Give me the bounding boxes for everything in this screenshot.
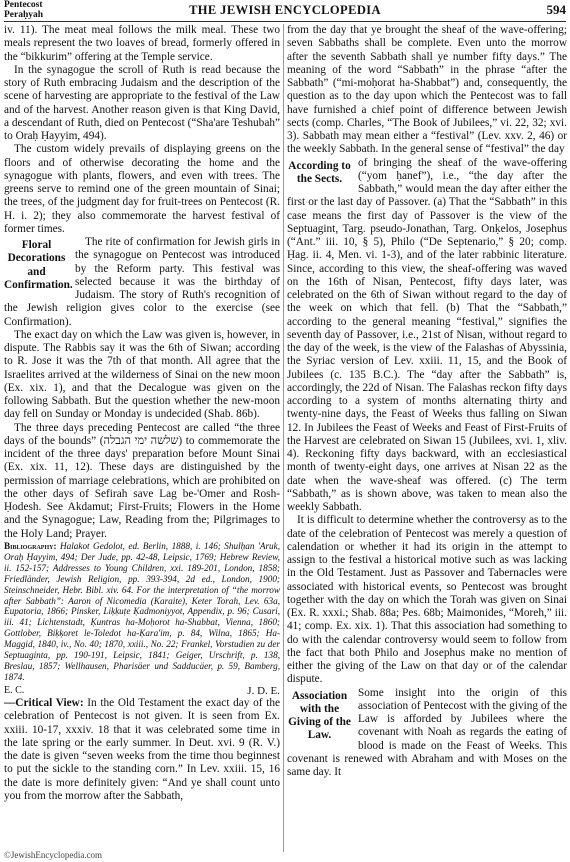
paragraph: The rite of confirmation for Jewish girls in the synagogue on Pentecost was introduced by the Reform party. This festival was selected because it was the birthday of Judaism. The story of Ruth's recognition of the Jewish religion gives color to the exercise (see Confirmation). bbox=[4, 236, 280, 328]
bibliography bbox=[4, 541, 280, 683]
copyright-footer: ©JewishEncyclopedia.com bbox=[4, 850, 103, 860]
side-heading-sects: According to the Sects. bbox=[288, 159, 351, 185]
bibliography-label: Bibliography: bbox=[4, 540, 57, 551]
signature-right: J. D. E. bbox=[247, 685, 280, 698]
running-head-line1: Pentecost bbox=[4, 0, 43, 10]
page-header bbox=[4, 0, 566, 20]
paragraph: iv. 11). The meat meal follows the milk meal. These two meals represent the two loaves of bread, formerly offered in the “bikkurim” offering at the Temple service. bbox=[4, 24, 280, 63]
paragraph: of bringing the sheaf of the wave-offering (“yom ḥanef”), i.e., “the day after the Sabbath,” would mean the day after either the first or the last day of Passover. (a) That the “Sabbath” in this case means the first day of Passover is the view of the Septuagint, Targ. pseudo-Jonathan, Targ. Onḳelos, Josephus (“Ant.” iii. 10, § 5), Philo (“De Septenario,” § 20; comp. Ḥag. ii. 4, Men. vi. 1-3), and of the later rabbinic literature. Since, according to this view, the sheaf-offering was waved on the 16th of Nisan, Pentecost, fifty days later, was celebrated on the 6th of Siwan without regard to the day of the week on which that fell. (b) That the “Sabbath,” according to the general meaning “festival,” signifies the seventh day of Passover, i.e., 21st of Nisan, without regard to the day of the week, is the view of the Falashas of Abyssinia, the Syriac version of Lev. xxiii. 11, 15, and the Book of Jubilees (c. 135 B.C.). The “day after the Sabbath” is, accordingly, the 22d of Nisan. The Falashas reckon fifty days according to a system of months alternating thirty and twenty-nine days, the Feast of Weeks thus falling on Siwan 12. In Jubilees the Feast of Weeks and Feast of First-Fruits of the Harvest are celebrated on Siwan 15 (Jubilees, xvi. 1, xliv. 4). Reckoning fifty days backward, with an ecclesiastical month of twenty-eight days, one arrives at Nisan 22 as the date when the wave-sheaf was offered. (c) The term “Sabbath,” as is shown above, was taken to mean also the weekly Sabbath. bbox=[287, 156, 567, 513]
paragraph-text: The custom widely prevails of displaying greens on the floors and of otherwise decorating the home and the synagogue with plants, flowers, and even with trees. The greens serve to remind one of the green mountain of Sinai; the trees, of the judgment day for fruit-trees on Pentecost (R. H. i. 2); they also commemorate the harvest festival of former times. bbox=[4, 143, 280, 235]
side-heading-association: Association with the Giving of the Law. bbox=[288, 689, 351, 742]
page-number: 594 bbox=[546, 2, 566, 17]
paragraph bbox=[4, 143, 280, 236]
paragraph: from the day that ye brought the sheaf of the wave-offering; seven Sabbaths shall be complete. Even unto the morrow after the seventh Sabbath shall ye number fifty days.” The meaning of the word “Sabbath” in the phrase “after the Sabbath” (“mi-moḥorat ha-Shabbat”) and, consequently, the question as to the day upon which the Pentecost was to fall have furnished a chief point of difference between Jewish sects (comp. Charles, “The Book of Jubilees,” vi. 22, 32; xvi. 3). Sabbath may mean either a “festival” (Lev. xxv. 2, 46) or the weekly Sabbath. In the general sense of “festival” the day bbox=[287, 24, 567, 156]
paragraph: The exact day on which the Law was given is, however, in dispute. The Rabbis say it was the 6th of Siwan; according to R. Jose it was the 7th of that month. All agree that the Israelites arrived at the wilderness of Sinai on the new moon (Ex. xix. 1), and that the Decalogue was given on the following Sabbath. But the question whether the new-moon day fell on Sunday or Monday is undecided (Shab. 86b). bbox=[4, 328, 280, 421]
signature-left: E. C. bbox=[4, 685, 25, 697]
signatures bbox=[4, 685, 280, 697]
paragraph: It is difficult to determine whether the controversy as to the date of the celebration of Pentecost was merely a question of calendation or whether it had its origin in the attempt to assign to the festival a historical motive such as was lacking in the Old Testament. Just as Passover and Tabernacles were associated with historical events, so Pentecost was brought together with the day on which the Torah was given on Sinai (Ex. R. xxxi.; Shab. 88a; Pes. 68b; Maimonides, “Moreh,” iii. 41; comp. Ex. xix. 1). That this association had something to do with the calendar controversy would seem to follow from the fact that both Philo and Josephus make no mention of either the giving of the Law on that day or of the calendar dispute. bbox=[287, 514, 567, 686]
critical-view-label: —Critical View: bbox=[4, 697, 84, 710]
side-heading-floral: Floral Decorations and Confirmation. bbox=[4, 239, 73, 291]
running-head-line2: Peraḥyah bbox=[4, 10, 44, 20]
column-separator bbox=[283, 24, 284, 852]
paragraph: Some insight into the origin of this association of Pentecost with the giving of the Law is afforded by Jubilees where the covenant with Noah as regards the eating of blood is made on the Feast of Weeks. This covenant is renewed with Abraham and with Moses on the same day. It bbox=[287, 686, 567, 778]
paragraph bbox=[4, 697, 280, 803]
header-rule bbox=[4, 21, 566, 22]
right-column bbox=[287, 24, 567, 779]
left-column bbox=[4, 24, 280, 803]
paragraph: The three days preceding Pentecost are called “the three days of the bounds” (שלשה ימי הגבלה) to commemorate the incident of the three days' preparation before Mount Sinai (Ex. xix. 11, 12). These days are distinguished by the permission of marriage celebrations, which are prohibited on the other days of Sefirah save Lag be-'Omer and Rosh-Ḥodesh. See Akdamut; First-Fruits; Flowers in the Home and the Synagogue; Law, Reading from the; Pilgrimages to the Holy Land; Prayer. bbox=[4, 421, 280, 540]
bibliography-text: Halakot Gedolot, ed. Berlin, 1888, i. 146; Shulḥan 'Aruk, Oraḥ Ḥayyim, 494; Der Jude, pp. 42-48, Leipsic, 1769; Hebrew Review, ii. 152-157; Addresses to Young Children, xxi. 189-201, London, 1858; Friedländer, Jewish Religion, pp. 393-394, 2d ed., London, 1900; Steinschneider, Hebr. Bibl. xiv. 64. For the interpretation of “the morrow after Sabbath”: Aaron of Nicomedia (Karaite), Keter Torah, Lev. 63a, Eupatoria, 1866; Pinsker, Liḳḳuṭe Ḳadmoniyyot, Appendix, p. 96; Cusari, iii. 41; Lichtenstadt, Ḳuntras ha-Moḥorot ha-Shabbat, Vienna, 1860; Gottlober, Biḳḳoret le-Toledot ha-Ḳara'im, p. 84, Wilna, 1865; Ha-Maggid, 1840, iv., No. 40; 1870, xxiii., No. 22; Frankel, Vorstudien zu der Septuaginta, pp. 190-191, Leipsic, 1841; Geiger, Urschrift, p. 138, Breslau, 1857; Wellhausen, Pharisäer und Sadducäer, p. 59, Bamberg, 1874. bbox=[4, 540, 281, 683]
critical-view-text: In the Old Testament the exact day of the celebration of Pentecost is not given. It is seen from Ex. xxiii. 10-17, xxxiv. 18 that it was celebrated some time in the late spring or the early summer. In Deut. xvi. 9 (R. V.) the date is given “seven weeks from the time thou beginnest to put the sickle to the standing corn.” In Lev. xxiii. 15, 16 the date is more definitely given: “And ye shall count unto you from the morrow after the Sabbath, bbox=[4, 697, 280, 802]
publication-title: THE JEWISH ENCYCLOPEDIA bbox=[189, 3, 381, 17]
paragraph: In the synagogue the scroll of Ruth is read because the story of Ruth embracing Judaism and the description of the scene of harvesting are appropriate to the festival of the Law and of the harvest. Another reason given is that King David, a descendant of Ruth, died on Pentecost (“Sha'are Teshubah” to Oraḥ Ḥayyim, 494). bbox=[4, 63, 280, 142]
